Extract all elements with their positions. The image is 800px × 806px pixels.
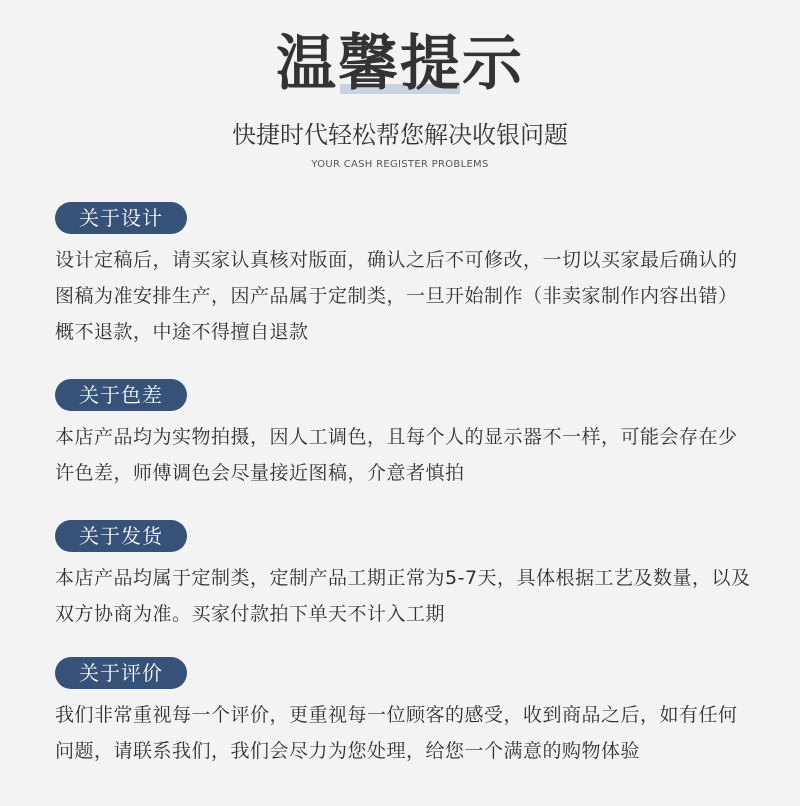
section-label-review: 关于评价 (55, 657, 187, 689)
section-label-color-difference: 关于色差 (55, 379, 187, 411)
section-text-design: 设计定稿后，请买家认真核对版面，确认之后不可修改，一切以买家最后确认的图稿为准安排生产，因产品属于定制类，一旦开始制作（非卖家制作内容出错）概不退款，中途不得擅自退款 (55, 249, 738, 343)
section-design (55, 202, 755, 350)
section-shipping (55, 520, 755, 632)
section-label-design: 关于设计 (55, 202, 187, 234)
page-subtitle: 快捷时代轻松帮您解决收银问题 (232, 121, 568, 149)
section-color-difference (55, 379, 755, 491)
section-review (55, 657, 755, 769)
section-text-color-difference: 本店产品均为实物拍摄，因人工调色，且每个人的显示器不一样，可能会存在少许色差，师傅调色会尽量接近图稿，介意者慎拍 (55, 426, 738, 484)
section-label-shipping: 关于发货 (55, 520, 187, 552)
page-subtitle-english: YOUR CASH REGISTER PROBLEMS (311, 159, 489, 170)
page-title: 温馨提示 (276, 29, 524, 99)
section-text-review: 我们非常重视每一个评价，更重视每一位顾客的感受，收到商品之后，如有任何问题，请联系我们，我们会尽力为您处理，给您一个满意的购物体验 (55, 704, 738, 762)
page-header (0, 0, 800, 180)
section-text-shipping: 本店产品均属于定制类，定制产品工期正常为5-7天，具体根据工艺及数量，以及双方协商为准。买家付款拍下单天不计入工期 (55, 567, 751, 625)
title-wrap (0, 26, 800, 102)
